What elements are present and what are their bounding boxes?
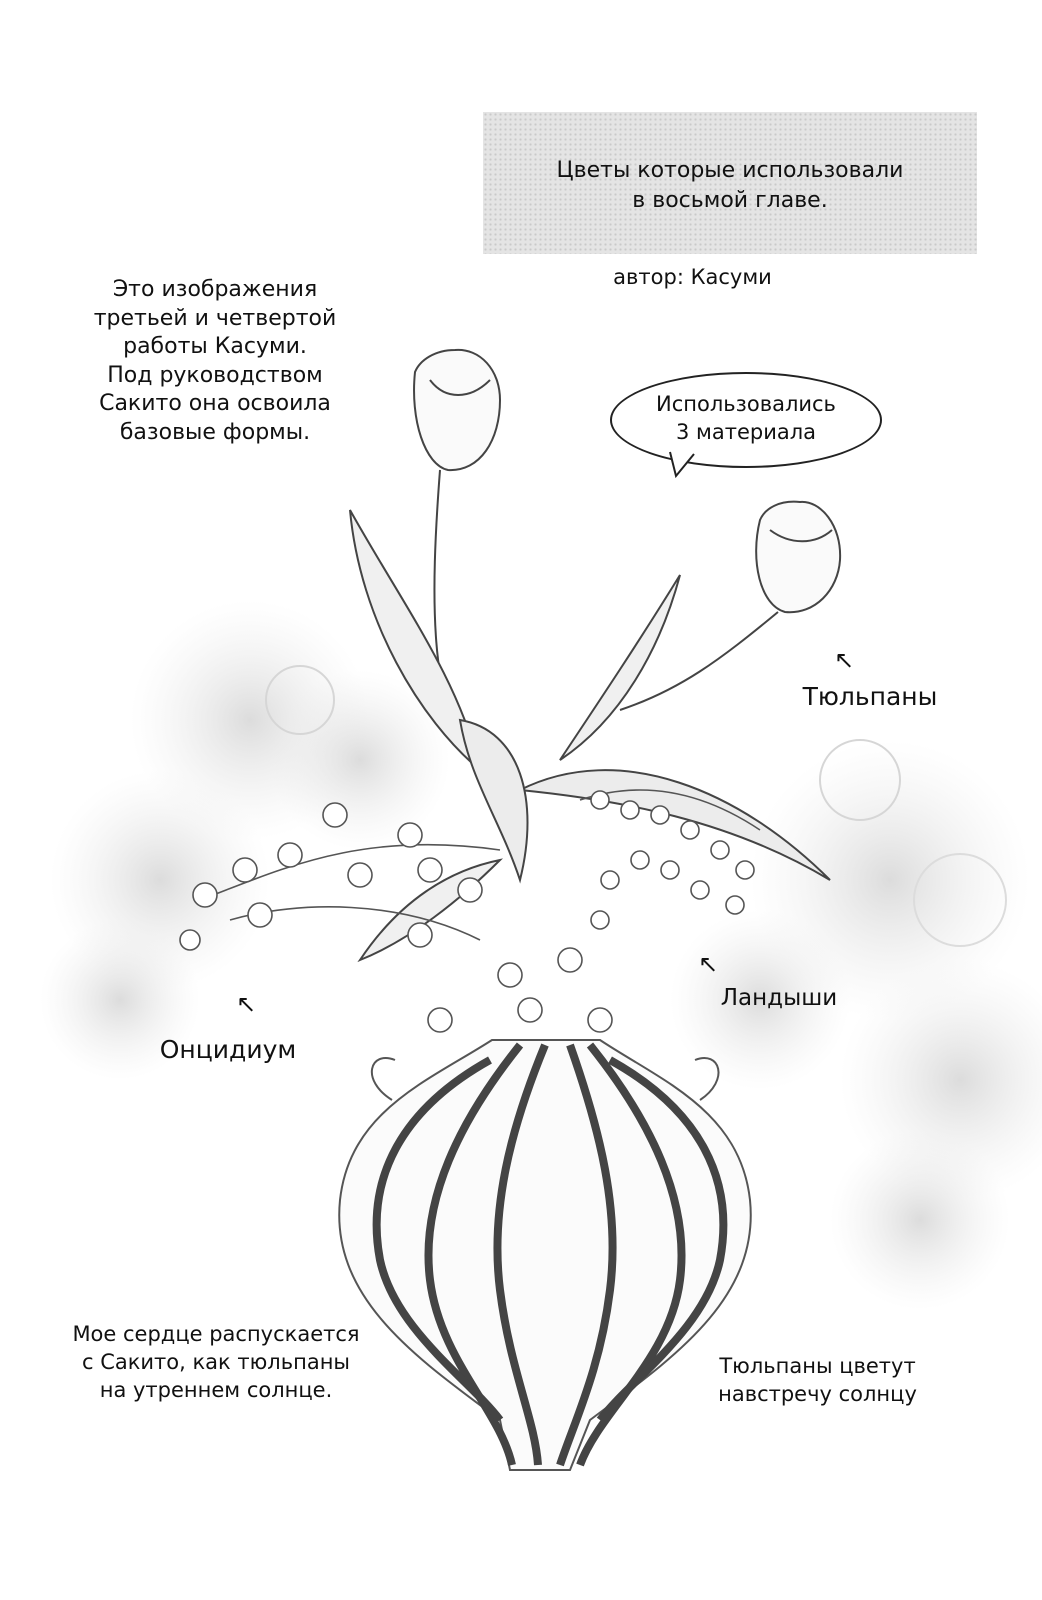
speech-bubble — [610, 372, 882, 468]
speech-bubble-tail — [668, 450, 698, 480]
arrow-tulips-icon: ↖ — [834, 646, 855, 674]
title-box — [483, 112, 977, 254]
page-title: Цветы которые использовали в восьмой главе. — [556, 158, 904, 213]
bottom-left-caption: Мое сердце распускается с Сакито, как тюльпаны на утреннем солнце. — [72, 1322, 360, 1402]
label-tulips: Тюльпаны — [802, 682, 938, 711]
label-oncidium: Онцидиум — [159, 1035, 297, 1064]
speech-bubble-text: Использовались 3 материала — [656, 392, 836, 444]
bottom-right-caption: Тюльпаны цветут навстречу солнцу — [718, 1354, 917, 1406]
author-credit: автор: Касуми — [613, 265, 772, 289]
label-lily-of-the-valley: Ландыши — [720, 985, 838, 1011]
intro-text: Это изображения третьей и четвертой работы Касуми. Под руководством Сакито она освоила базовые формы. — [93, 277, 337, 445]
vase — [339, 1040, 751, 1470]
arrow-oncidium-icon: ↖ — [236, 990, 257, 1018]
arrow-lily-icon: ↖ — [698, 950, 719, 978]
